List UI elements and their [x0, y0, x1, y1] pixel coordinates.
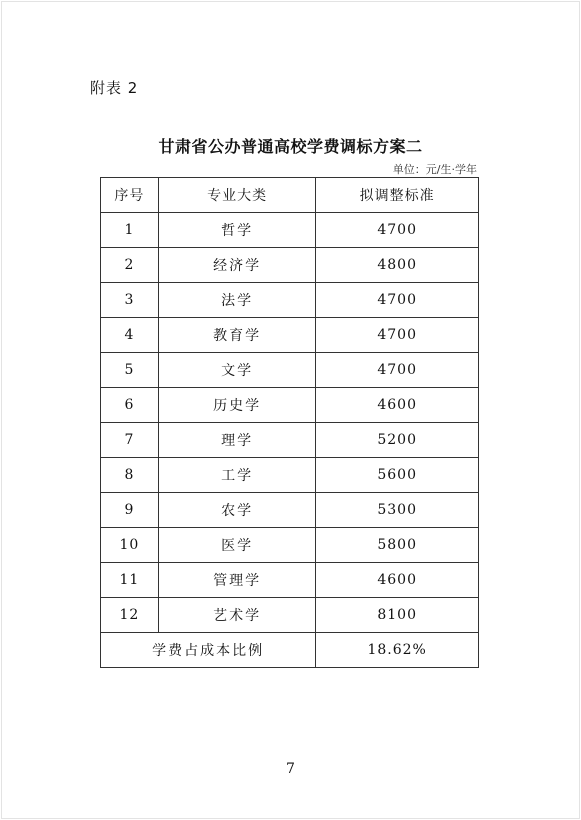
tuition-fee-table: [100, 177, 479, 668]
table-row: [101, 598, 479, 633]
row-seq: 4: [101, 318, 159, 353]
row-fee: 8100: [316, 598, 479, 633]
row-fee: 4700: [316, 213, 479, 248]
row-fee: 4600: [316, 563, 479, 598]
row-seq: 8: [101, 458, 159, 493]
row-major: 管理学: [158, 563, 315, 598]
summary-value: 18.62%: [316, 633, 479, 668]
table-row: [101, 318, 479, 353]
row-fee: 4600: [316, 388, 479, 423]
table-row: [101, 353, 479, 388]
row-fee: 4700: [316, 318, 479, 353]
row-major: 经济学: [158, 248, 315, 283]
row-major: 医学: [158, 528, 315, 563]
header-major: 专业大类: [158, 178, 315, 213]
table-row: [101, 388, 479, 423]
document-title: 甘肃省公办普通高校学费调标方案二: [158, 137, 423, 156]
row-major: 哲学: [158, 213, 315, 248]
row-fee: 4800: [316, 248, 479, 283]
table-row: [101, 213, 479, 248]
row-seq: 6: [101, 388, 159, 423]
header-seq: 序号: [101, 178, 159, 213]
row-major: 文学: [158, 353, 315, 388]
table-header-row: [101, 178, 479, 213]
table-row: [101, 283, 479, 318]
row-major: 艺术学: [158, 598, 315, 633]
table-row: [101, 248, 479, 283]
row-fee: 5200: [316, 423, 479, 458]
row-seq: 5: [101, 353, 159, 388]
row-seq: 1: [101, 213, 159, 248]
row-fee: 5800: [316, 528, 479, 563]
row-major: 历史学: [158, 388, 315, 423]
row-seq: 12: [101, 598, 159, 633]
row-major: 法学: [158, 283, 315, 318]
row-seq: 7: [101, 423, 159, 458]
row-fee: 4700: [316, 353, 479, 388]
row-seq: 11: [101, 563, 159, 598]
summary-label: 学费占成本比例: [101, 633, 316, 668]
row-seq: 3: [101, 283, 159, 318]
table-row: [101, 423, 479, 458]
row-seq: 2: [101, 248, 159, 283]
row-major: 教育学: [158, 318, 315, 353]
annex-label: 附表 2: [90, 79, 139, 97]
summary-row: [101, 633, 479, 668]
row-seq: 9: [101, 493, 159, 528]
header-fee: 拟调整标准: [316, 178, 479, 213]
unit-note: 单位：元/生·学年: [392, 163, 477, 176]
row-fee: 5300: [316, 493, 479, 528]
row-fee: 4700: [316, 283, 479, 318]
row-major: 农学: [158, 493, 315, 528]
row-seq: 10: [101, 528, 159, 563]
row-major: 工学: [158, 458, 315, 493]
row-major: 理学: [158, 423, 315, 458]
row-fee: 5600: [316, 458, 479, 493]
page-number: 7: [286, 761, 295, 777]
table-row: [101, 458, 479, 493]
table-row: [101, 528, 479, 563]
table-row: [101, 563, 479, 598]
table-row: [101, 493, 479, 528]
